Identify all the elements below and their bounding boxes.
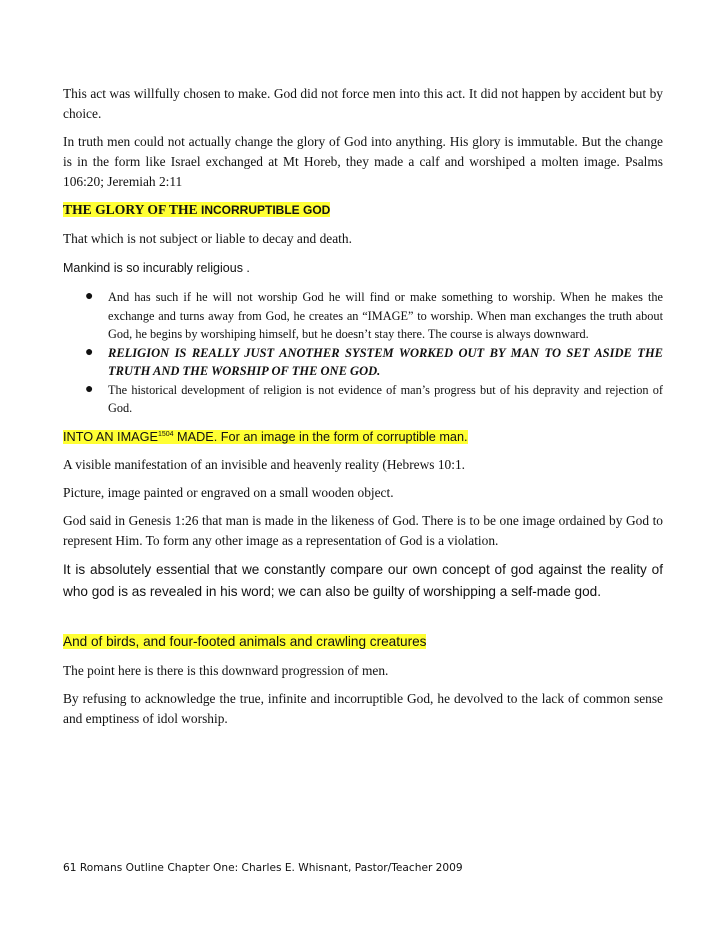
bullet-list: [63, 288, 663, 418]
footnote-number: 1504: [157, 430, 174, 438]
paragraph-willfully-chosen: This act was willfully chosen to make. God did not force men into this act. It did not happen by accident but by choice.: [63, 86, 663, 121]
paragraph-genesis: God said in Genesis 1:26 that man is made in the likeness of God. There is to be one image ordained by God to represent Him. To form any other image as a representation of God is a violation.: [63, 512, 663, 548]
bullet-icon: ●: [85, 344, 94, 360]
document-body: [63, 84, 663, 729]
paragraph-picture-image: Picture, image painted or engraved on a small wooden object.: [63, 484, 394, 500]
bullet-icon: ●: [85, 381, 94, 397]
heading-glory-incorruptible-god: [63, 200, 663, 220]
paragraph-downward-progression: The point here is there is this downward progression of men.: [63, 662, 389, 678]
paragraph-refusing-acknowledge: By refusing to acknowledge the true, infinite and incorruptible God, he devolved to the lack of common sense and emptiness of idol worship.: [63, 690, 663, 726]
paragraph-definition-incorruptible: That which is not subject or liable to decay and death.: [63, 231, 352, 246]
paragraph-visible-manifestation: A visible manifestation of an invisible and heavenly reality (Hebrews 10:1.: [63, 456, 465, 472]
list-item: ● The historical development of religion is not evidence of man’s progress but of his depravity and rejection of God.: [85, 381, 663, 415]
list-item: ● And has such if he will not worship God he will find or make something to worship. When he makes the exchange and turns away from God, he creates an “IMAGE” to worship. When man exchanges the truth about God, he begins by worshiping himself, but he doesn’t stay there. The course is always downward.: [85, 289, 663, 341]
page-footer: 61 Romans Outline Chapter One: Charles E. Whisnant, Pastor/Teacher 2009: [63, 862, 463, 874]
paragraph-compare-concept: It is absolutely essential that we constantly compare our own concept of god against the reality of who god is as revealed in his word; we can also be guilty of worshipping a self-made god.: [63, 561, 663, 599]
list-item: ● RELIGION IS REALLY JUST ANOTHER SYSTEM WORKED OUT BY MAN TO SET ASIDE THE TRUTH AND THE WORSHIP OF THE ONE GOD.: [85, 344, 663, 378]
heading-birds-animals: And of birds, and four-footed animals and crawling creatures: [63, 633, 427, 649]
bullet-icon: ●: [85, 289, 94, 304]
heading-tail-text: INCORRUPTIBLE GOD: [201, 203, 331, 217]
heading-into-an-image: INTO AN $IMAGE^{1504}$ MADE. For an image in the form of corruptible man.: [63, 429, 468, 444]
paragraph-glory-immutable: In truth men could not actually change the glory of God into anything. His glory is immutable. But the change is in the form like Israel exchanged at Mt Horeb, they made a calf and worshiped a molten image. Psalms 106:20; Jeremiah 2:11: [63, 134, 663, 189]
heading-main-text: THE GLORY OF THE: [63, 202, 202, 217]
paragraph-mankind-religious: Mankind is so incurably religious .: [63, 261, 250, 275]
